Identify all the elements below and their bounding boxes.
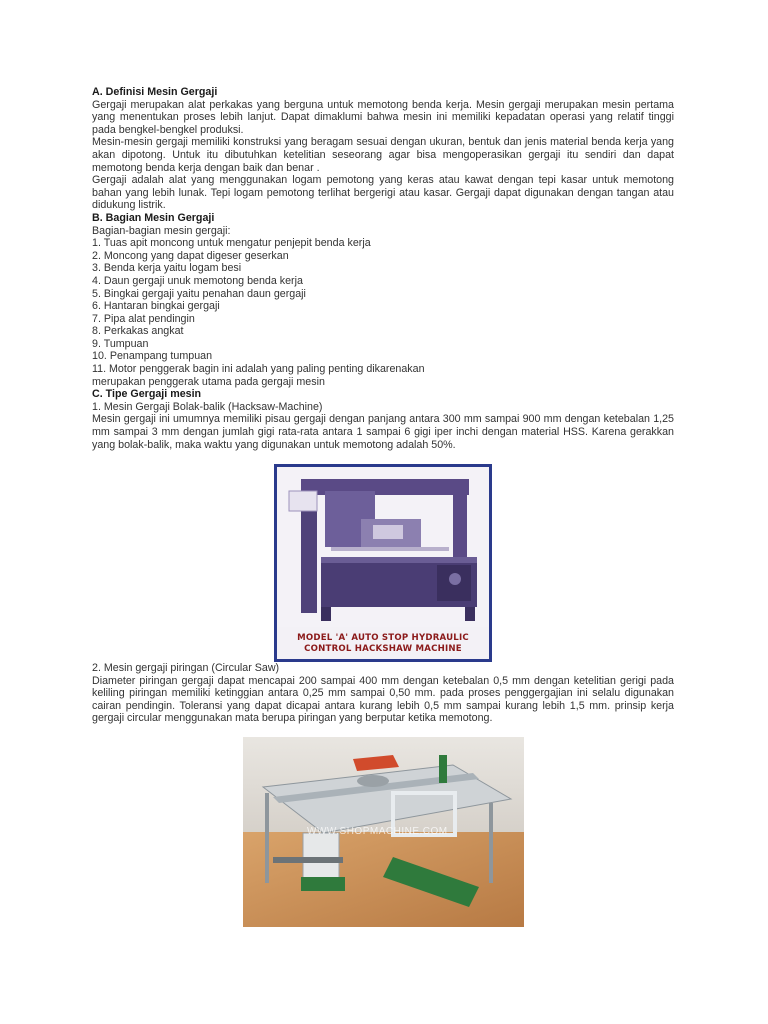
section-a-heading: A. Definisi Mesin Gergaji <box>92 86 218 98</box>
section-a-paragraph-2: Mesin-mesin gergaji memiliki konstruksi yang beragam sesuai dengan ukuran, bentuk dan jenis material benda kerja yang akan dipotong. Untuk itu dibutuhkan ketelitian seseorang agar bisa mengoperasikan gergaji itu sendiri dan dapat memotong benda kerja dengan baik dan benar . <box>92 136 674 174</box>
list-item: 3. Benda kerja yaitu logam besi <box>92 262 242 275</box>
type-2-title: 2. Mesin gergaji piringan (Circular Saw) <box>92 662 280 674</box>
type-2-paragraph: Diameter piringan gergaji dapat mencapai 200 sampai 400 mm dengan ketebalan 0,5 mm dengan ketelitian gerigi pada keliling piringan memiliki ketinggian antara 0,25 mm sampai 0,50 mm. pada proses penggergajian ini selalu digunakan cairan pendingin. Toleransi yang dapat dicapai antara kurang lebih 0,5 mm sampai kurang lebih 1,5 mm. prinsip kerja gergaji circular menggunakan mata berupa piringan yang berputar ketika memotong. <box>92 674 674 725</box>
list-item: 4. Daun gergaji unuk memotong benda kerja <box>92 274 303 287</box>
list-item: 7. Pipa alat pendingin <box>92 312 195 325</box>
list-item: 5. Bingkai gergaji yaitu penahan daun gergaji <box>92 287 306 300</box>
watermark-text: WWW.SHOPMACHINE.COM <box>307 826 448 837</box>
section-b-intro: Bagian-bagian mesin gergaji: <box>92 224 231 237</box>
list-item: 6. Hantaran bingkai gergaji <box>92 300 220 313</box>
document-body <box>92 86 674 451</box>
list-item: 11. Motor penggerak bagin ini adalah yang paling penting dikarenakan <box>92 363 425 376</box>
list-item: 9. Tumpuan <box>92 337 149 350</box>
section-b-heading: B. Bagian Mesin Gergaji <box>92 211 215 224</box>
list-item: 10. Penampang tumpuan <box>92 350 213 363</box>
hacksaw-machine-figure <box>274 464 492 662</box>
section-a-paragraph-1: Gergaji merupakan alat perkakas yang berguna untuk memotong benda kerja. Mesin gergaji merupakan mesin pertama yang menentukan proses lebih lanjut. Dapat dimaklumi bahwa mesin ini memiliki kepadatan operasi yang relatif tinggi pada bengkel-bengkel produksi. <box>92 98 674 136</box>
type-1-title: 1. Mesin Gergaji Bolak-balik (Hacksaw-Machine) <box>92 400 323 413</box>
list-item: 1. Tuas apit moncong untuk mengatur penjepit benda kerja <box>92 237 371 250</box>
document-body-continued <box>92 662 674 725</box>
section-c-heading: C. Tipe Gergaji mesin <box>92 388 202 401</box>
list-item: 2. Moncong yang dapat digeser geserkan <box>92 249 289 262</box>
type-1-paragraph: Mesin gergaji ini umumnya memiliki pisau gergaji dengan panjang antara 300 mm sampai 900 mm dengan ketebalan 1,25 mm sampai 3 mm dengan jumlah gigi rata-rata antara 1 sampai 6 gigi iper inchi dengan material HSS. Karena gerakkan yang bolak-balik, maka waktu yang digunakan untuk memotong adalah 50%. <box>92 413 674 451</box>
list-item: merupakan penggerak utama pada gergaji mesin <box>92 375 325 388</box>
circular-saw-figure <box>243 737 524 927</box>
figure-caption: MODEL 'A' AUTO STOP HYDRAULIC CONTROL HACKSHAW MACHINE <box>297 633 469 654</box>
hacksaw-machine-photo <box>277 467 489 627</box>
section-a-paragraph-3: Gergaji adalah alat yang menggunakan logam pemotong yang keras atau kawat dengan tepi kasar untuk memotong bahan yang lebih lunak. Tepi logam pemotong terlihat bergerigi atau kasar. Gergaji dapat digunakan dengan tangan atau didukung listrik. <box>92 174 674 212</box>
list-item: 8. Perkakas angkat <box>92 325 184 338</box>
